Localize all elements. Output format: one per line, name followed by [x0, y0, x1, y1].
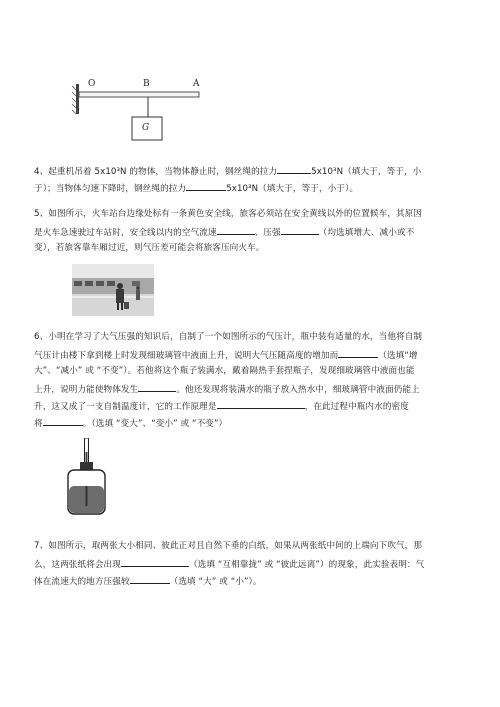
q6-blank3[interactable] [217, 399, 305, 409]
train-illustration [72, 264, 154, 316]
q7-line1: 7、如图所示，取两张大小相同、彼此正对且自然下垂的白纸，如果从两张纸中间的上端向下吹气，那 [34, 541, 423, 551]
q7-blank2[interactable] [130, 574, 170, 584]
q4-line1: 4、起重机吊着 5x10³N 的物体，当物体静止时，钢丝绳的拉力 5x10³N（填大于，等于，小 [34, 164, 421, 178]
train-station-photo [72, 264, 154, 316]
q5-blank2[interactable] [281, 225, 319, 235]
q4-line2: 于）；当物体匀速下降时，钢丝绳的拉力 5x10³N（填大于，等于，小于）。 [34, 181, 358, 195]
q6-line1: 6、小明在学习了大气压强的知识后，自制了一个如图所示的气压计，瓶中装有适量的水，当他将自制 [34, 332, 423, 342]
q6-line4: 上升，说明力能使物体发生 。他还发现将装满水的瓶子放入热水中，细玻璃管中液面仍能上 [34, 382, 420, 396]
q7-line3: 体在流速大的地方压强较 （选填 “大” 或 “小”）。 [34, 574, 262, 588]
label-a: A [193, 79, 200, 89]
q7-line2: 么，这两张纸将会出现 （选填 “互相靠拢” 或 “彼此远离”）的现象，此实验表明：气 [34, 557, 424, 571]
q5-line1: 5、如图所示，火车站台边缘处标有一条黄色安全线，旅客必须站在安全黄线以外的位置候车，其原因 [34, 209, 423, 219]
label-o: O [88, 79, 96, 89]
q4-blank2[interactable] [186, 181, 226, 191]
bottle-barometer-figure [62, 438, 118, 518]
q7-blank1[interactable] [121, 557, 189, 567]
q5-line2: 是火车急速驶过车站时，安全线以内的空气流速 、压强 （均选填增大、减小或不 [34, 225, 414, 239]
q6-blank1[interactable] [338, 348, 378, 358]
q6-line5: 升，这又成了一支自制温度计，它的工作原理是 ，在此过程中瓶内水的密度 [34, 399, 409, 413]
q5-line3: 变），若旅客靠车厢过近，则气压差可能会将旅客压向火车。 [34, 243, 265, 253]
q6-line3: 大”、“减小” 或 “不变”）。若他将这个瓶子装满水，戴着隔热手套捏瓶子，发现细玻璃管中液面也能 [34, 366, 415, 376]
q6-blank4[interactable] [43, 416, 83, 426]
label-g: G [142, 123, 150, 133]
q4-blank1[interactable] [277, 164, 311, 174]
q6-line6: 将 。（选填 “变大”、“变小” 或 “不变”） [34, 416, 227, 430]
label-b: B [143, 79, 150, 89]
q6-blank2[interactable] [138, 382, 176, 392]
q6-line2: 气压计由楼下拿到楼上时发现细玻璃管中液面上升，说明大气压随高度的增加而 （选填“增 [34, 348, 418, 362]
q5-blank1[interactable] [217, 225, 255, 235]
